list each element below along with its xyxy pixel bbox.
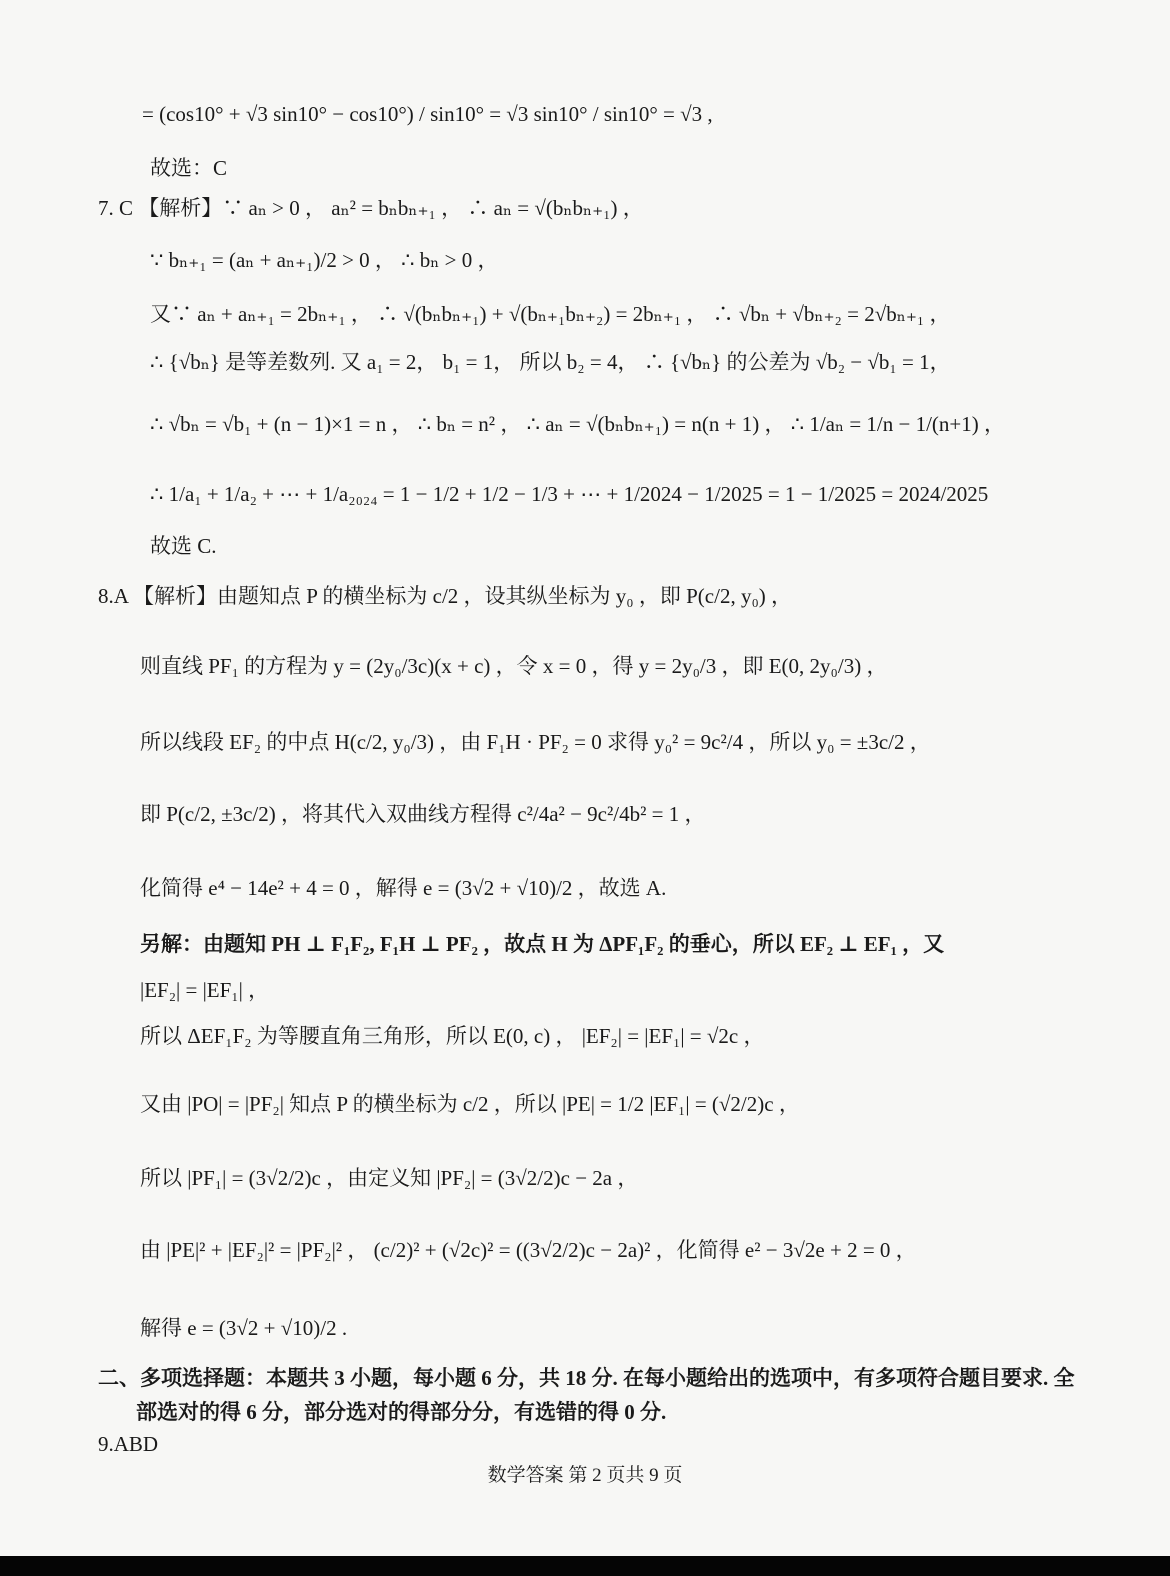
solution-line: ∴ {√bₙ} 是等差数列. 又 a₁ = 2， b₁ = 1， 所以 b₂ = 4， ∴ {√bₙ} 的公差为 √b₂ − √b₁ = 1， bbox=[150, 350, 951, 374]
section-heading: 二、多项选择题：本题共 3 小题，每小题 6 分，共 18 分. 在每小题给出的选项中，有多项符合题目要求. 全 bbox=[98, 1366, 1075, 1390]
equation-line: = (cos10° + √3 sin10° − cos10°) / sin10° = √3 sin10° / sin10° = √3 , bbox=[142, 102, 713, 126]
solution-line: |EF₂| = |EF₁| ， bbox=[140, 978, 270, 1002]
alternative-solution-line: 另解：由题知 PH ⊥ F₁F₂, F₁H ⊥ PF₂ ，故点 H 为 ΔPF₁F₂ 的垂心，所以 EF₂ ⊥ EF₁ ，又 bbox=[140, 932, 945, 956]
section-heading-continued: 部选对的得 6 分，部分选对的得部分分，有选错的得 0 分. bbox=[136, 1400, 667, 1424]
solution-line: 化简得 e⁴ − 14e² + 4 = 0 ，解得 e = (3√2 + √10)/2 ，故选 A. bbox=[140, 876, 667, 900]
solution-line: 又∵ aₙ + aₙ₊₁ = 2bₙ₊₁ ， ∴ √(bₙbₙ₊₁) + √(bₙ₊₁bₙ₊₂) = 2bₙ₊₁ ， ∴ √bₙ + √bₙ₊₂ = 2√bₙ₊₁ ， bbox=[150, 302, 951, 326]
question-9-answer: 9.ABD bbox=[98, 1432, 159, 1456]
solution-line: 所以 |PF₁| = (3√2/2)c ，由定义知 |PF₂| = (3√2/2)c − 2a ， bbox=[140, 1166, 639, 1190]
solution-line: 又由 |PO| = |PF₂| 知点 P 的横坐标为 c/2 ，所以 |PE| = 1/2 |EF₁| = (√2/2)c ， bbox=[140, 1092, 800, 1116]
question-7-line: 7. C 【解析】∵ aₙ > 0 ， aₙ² = bₙbₙ₊₁ ， ∴ aₙ = √(bₙbₙ₊₁) ， bbox=[98, 196, 644, 220]
solution-line: ∴ √bₙ = √b₁ + (n − 1)×1 = n ， ∴ bₙ = n² ， ∴ aₙ = √(bₙbₙ₊₁) = n(n + 1) ， ∴ 1/aₙ = 1/n − 1/(n+1) ， bbox=[150, 412, 1006, 436]
bottom-border bbox=[0, 1556, 1170, 1576]
answer-line: 故选：C bbox=[150, 156, 228, 180]
solution-line: 由 |PE|² + |EF₂|² = |PF₂|² ， (c/2)² + (√2c)² = ((3√2/2)c − 2a)² ，化简得 e² − 3√2e + 2 = 0 ， bbox=[140, 1238, 917, 1262]
solution-line: 所以 ΔEF₁F₂ 为等腰直角三角形，所以 E(0, c) ， |EF₂| = |EF₁| = √2c ， bbox=[140, 1024, 765, 1048]
solution-line: ∵ bₙ₊₁ = (aₙ + aₙ₊₁)/2 > 0 ， ∴ bₙ > 0 ， bbox=[150, 248, 499, 272]
solution-line: 则直线 PF₁ 的方程为 y = (2y₀/3c)(x + c) ，令 x = 0 ，得 y = 2y₀/3 ，即 E(0, 2y₀/3) ， bbox=[140, 654, 888, 678]
solution-line: 即 P(c/2, ±3c/2) ，将其代入双曲线方程得 c²/4a² − 9c²/4b² = 1 ， bbox=[140, 802, 706, 826]
page-footer: 数学答案 第 2 页共 9 页 bbox=[487, 1465, 683, 1486]
solution-line: ∴ 1/a₁ + 1/a₂ + ⋯ + 1/a₂₀₂₄ = 1 − 1/2 + 1/2 − 1/3 + ⋯ + 1/2024 − 1/2025 = 1 − 1/2025 = 2024/2025 bbox=[150, 482, 989, 506]
solution-line: 解得 e = (3√2 + √10)/2 . bbox=[140, 1316, 348, 1340]
question-8-line: 8.A 【解析】由题知点 P 的横坐标为 c/2 ，设其纵坐标为 y₀ ，即 P(c/2, y₀) ， bbox=[98, 584, 793, 608]
solution-line: 所以线段 EF₂ 的中点 H(c/2, y₀/3) ，由 F₁H · PF₂ = 0 求得 y₀² = 9c²/4 ，所以 y₀ = ±3c/2 ， bbox=[140, 730, 931, 754]
answer-line: 故选 C. bbox=[150, 534, 217, 558]
